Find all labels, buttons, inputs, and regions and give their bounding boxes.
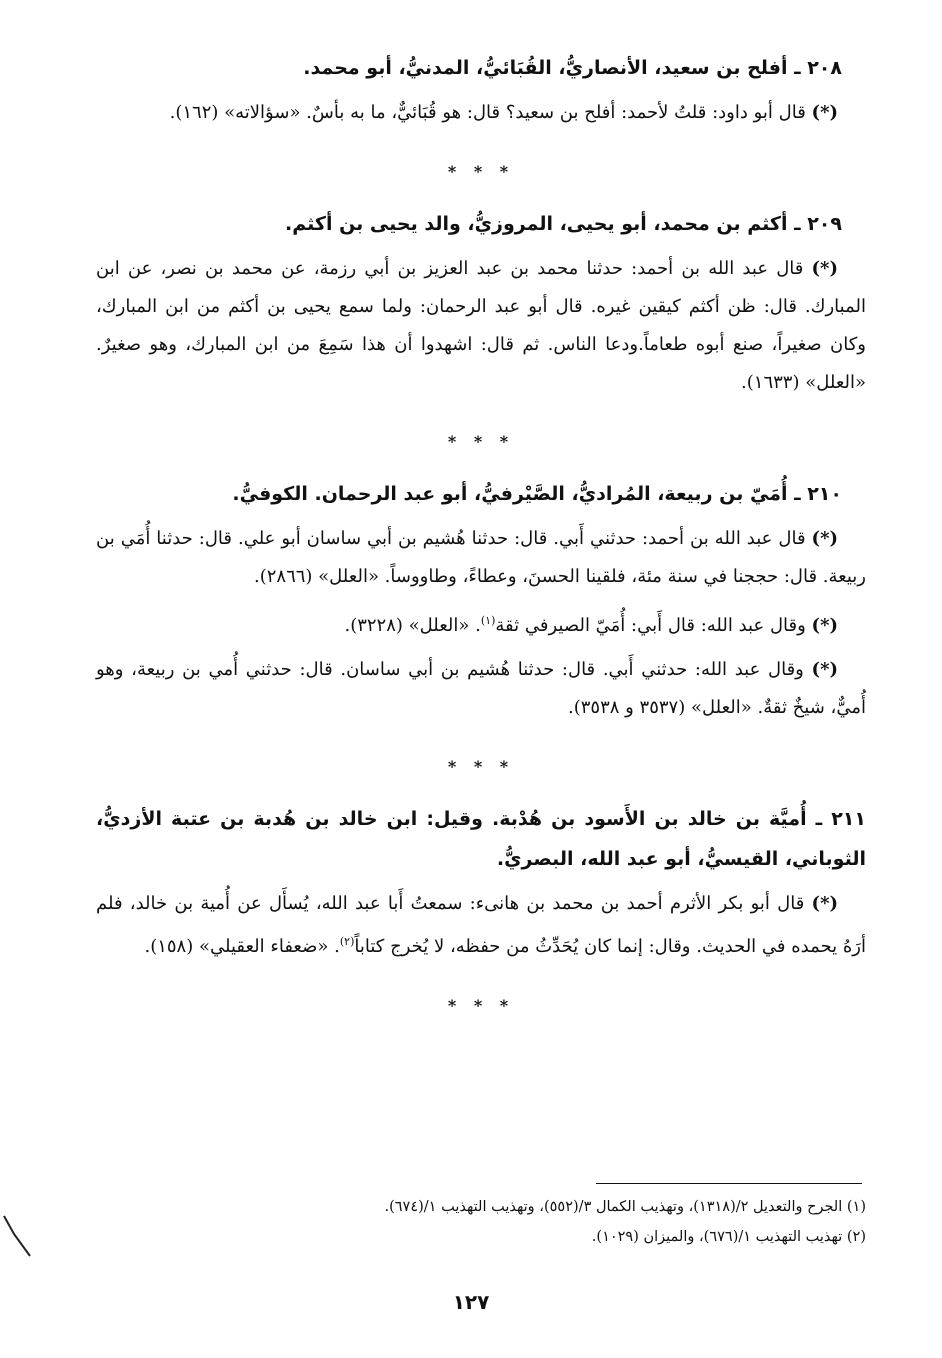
page-number: ١٢٧ [452, 1290, 490, 1314]
section-separator: * * * [447, 757, 515, 776]
paragraph-marker: (*) [811, 893, 838, 914]
entry-211 [96, 799, 866, 966]
paragraph-marker: (*) [811, 258, 838, 279]
entry-paragraph [96, 885, 866, 966]
footnote-reference[interactable]: (٢) [339, 935, 355, 948]
paragraph-marker: (*) [811, 659, 838, 680]
footnote-reference[interactable]: (١) [480, 614, 496, 627]
entry-paragraph [96, 94, 866, 132]
footnote-item: (١) الجرح والتعديل ٢/(١٣١٨)، وتهذيب الكمال ٣/(٥٥٢)، وتهذيب التهذيب ١/(٦٧٤). [384, 1199, 866, 1215]
entry-paragraph [96, 651, 866, 727]
footnote-divider [596, 1183, 862, 1184]
entry-210 [96, 474, 866, 727]
entry-paragraph [96, 520, 866, 596]
footnote-item: (٢) تهذيب التهذيب ١/(٦٧٦)، والميزان (١٠٢٩). [591, 1229, 866, 1245]
paragraph-text-after: . «ضعفاء العقيلي» (١٥٨). [144, 936, 340, 957]
paragraph-text: قال عبد الله بن أحمد: حدثني أَبي. قال: حدثنا هُشيم بن أبي ساسان أبو علي. قال: حدثنا أُمَي بن ربيعة. قال: حججنا في سنة مئة، فلقينا الحسنَ، وعطاءً، وطاووساً. «العلل» (٢٨٦٦). [96, 528, 866, 587]
paragraph-text-after: . «العلل» (٣٢٢٨). [344, 615, 481, 636]
paragraph-marker: (*) [811, 615, 838, 636]
margin-scan-mark [0, 1210, 40, 1270]
paragraph-text: قال عبد الله بن أحمد: حدثنا محمد بن عبد العزيز بن أبي رزمة، عن محمد بن نصر، عن ابن المبارك. قال: ظن أكثم كيقين غيره. قال أبو عبد الرحمان: ولما سمع يحيى بن أكثم من ابن المبارك، وكان صغيراً، صنع أبوه طعاماً.ودعا الناس. ثم قال: اشهدوا أن هذا سَمِعَ من ابن المبارك، وهو صغيرٌ. «العلل» (١٦٣٣). [96, 258, 866, 393]
paragraph-text: قال أبو داود: قلتُ لأحمد: أفلح بن سعيد؟ قال: هو قُبَائيٌّ، ما به بأسٌ. «سؤالاته» (١٦٢). [169, 102, 806, 123]
page-body [96, 48, 866, 1038]
entry-209 [96, 204, 866, 402]
section-separator: * * * [447, 996, 515, 1015]
entry-title: ٢١٠ ـ أُمَيّ بن ربيعة، المُراديُّ، الصَّيْرفيُّ، أبو عبد الرحمان. الكوفيُّ. [232, 483, 842, 505]
paragraph-text: قال أبو بكر الأثرم أحمد بن محمد بن هانىء: سمعتُ أَبا عبد الله، يُسأَل عن أُمية بن خالد، فلم أرَهُ يحمده في الحديث. وقال: إنما كان يُحَدِّثُ من حفظه، لا يُخرج كتاباً [96, 893, 866, 957]
entry-title: ٢٠٩ ـ أكثم بن محمد، أبو يحيى، المروزيُّ، والد يحيى بن أكثم. [285, 213, 842, 235]
paragraph-marker: (*) [811, 528, 838, 549]
paragraph-text: وقال عبد الله: قال أَبي: أُمَيّ الصيرفي ثقة [495, 615, 806, 636]
entry-title: ٢١١ ـ أُميَّة بن خالد بن الأَسود بن هُدْبة. وقيل: ابن خالد بن هُدبة بن عتبة الأزديُّ، الثوباني، القيسيُّ، أبو عبد الله، البصريُّ. [96, 808, 866, 870]
footnotes [150, 1192, 866, 1252]
entry-title: ٢٠٨ ـ أفلح بن سعيد، الأنصاريُّ، القُبَائيُّ، المدنيُّ، أبو محمد. [303, 57, 842, 79]
section-separator: * * * [447, 162, 515, 181]
paragraph-marker: (*) [811, 102, 838, 123]
paragraph-text: وقال عبد الله: حدثني أَبي. قال: حدثنا هُشيم بن أبي ساسان. قال: حدثني أُمي بن ربيعة، وهو أُميٌّ، شيخٌ ثقةٌ. «العلل» (٣٥٣٧ و ٣٥٣٨). [96, 659, 866, 718]
entry-paragraph [96, 250, 866, 402]
section-separator: * * * [447, 432, 515, 451]
entry-paragraph [96, 602, 866, 645]
entry-208 [96, 48, 866, 132]
